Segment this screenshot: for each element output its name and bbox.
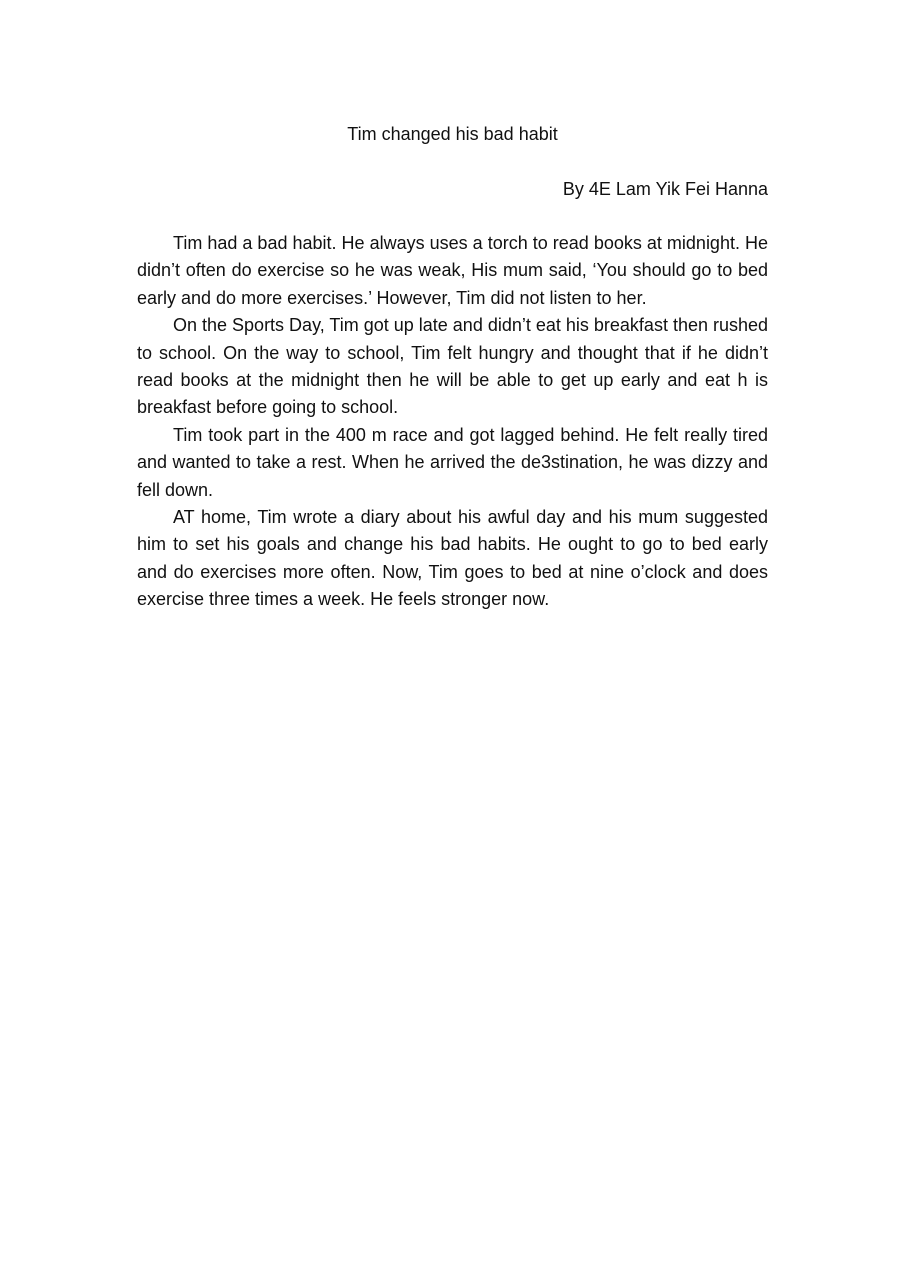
document-body — [137, 230, 768, 614]
paragraph-3: Tim took part in the 400 m race and got lagged behind. He felt really tired and wanted to take a rest. When he arrived the de3stination, he was dizzy and fell down. — [137, 424, 768, 500]
paragraph-1: Tim had a bad habit. He always uses a torch to read books at midnight. He didn’t often do exercise so he was weak, His mum said, ‘You should go to bed early and do more exercises.’ However, Tim did not listen to her. — [137, 233, 768, 308]
paragraph-4: AT home, Tim wrote a diary about his awful day and his mum suggested him to set his goals and change his bad habits. He ought to go to bed early and do exercises more often. Now, Tim goes to bed at nine o’clock and does exercise three times a week. He feels stronger now. — [137, 507, 768, 610]
author-byline: By 4E Lam Yik Fei Hanna — [562, 179, 768, 199]
paragraph-2: On the Sports Day, Tim got up late and didn’t eat his breakfast then rushed to school. On the way to school, Tim felt hungry and thought that if he didn’t read books at the midnight then he will be able to get up early and eat h is breakfast before going to school. — [137, 315, 769, 418]
document-title: Tim changed his bad habit — [347, 124, 558, 144]
